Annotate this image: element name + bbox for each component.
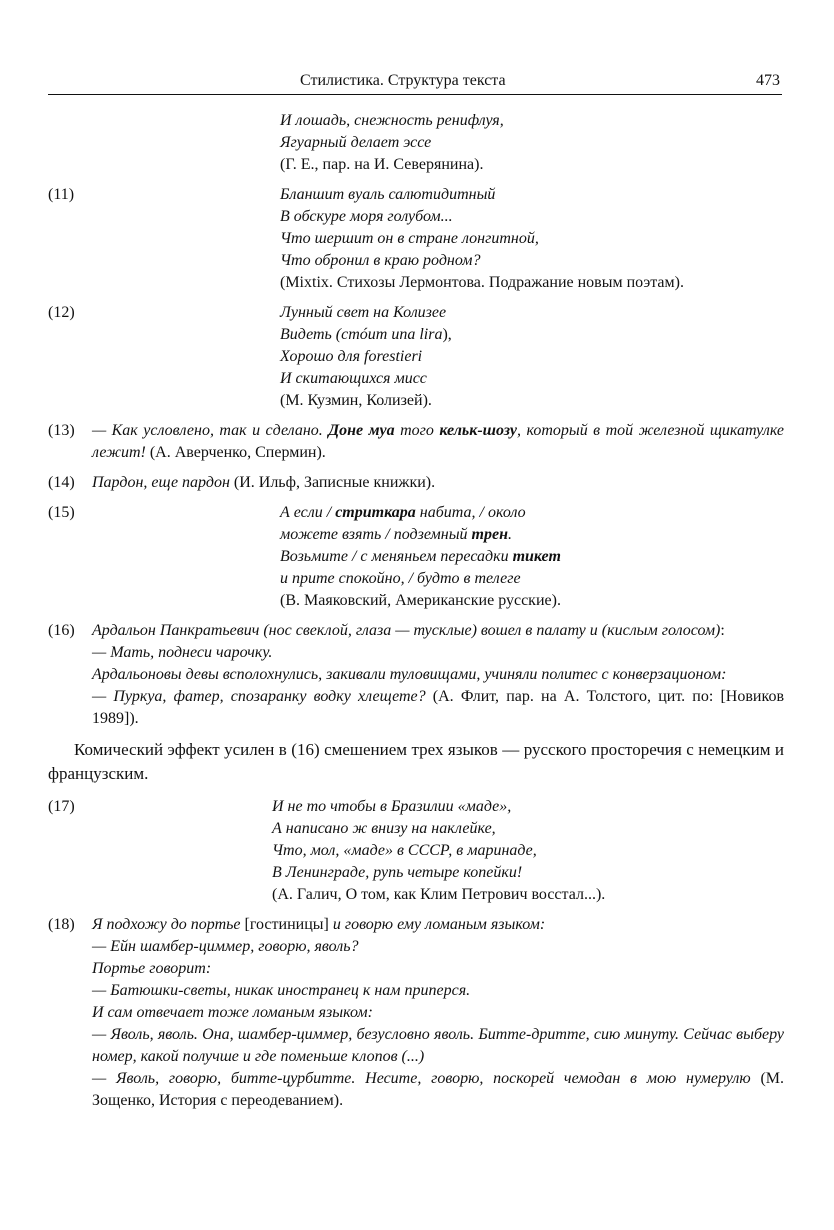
verse-fragment: набита, / около <box>415 504 526 521</box>
text-fragment: — Батюшки-светы, никак иностранец к нам приперся. <box>92 982 471 999</box>
prose-text <box>92 642 784 664</box>
example-16 <box>48 620 784 730</box>
text-fragment: — Пуркуа, фатер, спозаранку водку хлещете? <box>92 688 426 705</box>
prose-text <box>92 664 784 686</box>
text-fragment: Я подхожу до портье <box>92 916 245 933</box>
verse-line: Лунный свет на Колизее <box>280 304 447 321</box>
verse-line: В Ленинграде, рупь четыре копейки! <box>272 864 523 881</box>
verse-line: И скитающихся мисс <box>280 370 427 387</box>
highlight-word: стриткара <box>335 504 416 521</box>
verse-source: (В. Маяковский, Американские русские). <box>280 592 561 609</box>
verse-line: И не то чтобы в Бразилии «маде», <box>272 798 512 815</box>
text-fragment: И сам отвечает тоже ломаным языком: <box>92 1004 373 1021</box>
highlight-word: кельк-шозу <box>439 422 518 439</box>
text-fragment: — Ейн шамбер-циммер, говорю, яволь? <box>92 938 359 955</box>
verse-line: А написано ж внизу на наклейке, <box>272 820 496 837</box>
example-number: (13) <box>48 422 75 439</box>
text-fragment: — Яволь, яволь. Она, шамбер-циммер, безусловно яволь. Битте-дритте, сию минуту. Сейчас выберу номер, какой получше и где поменьше клопов (...) <box>92 1026 784 1065</box>
verse-line: и прите спокойно, / будто в телеге <box>280 570 521 587</box>
text-fragment: : <box>720 622 725 639</box>
prose-text <box>92 1068 784 1112</box>
verse-line: Бланшит вуаль салютидитный <box>280 186 496 203</box>
prose-example <box>92 914 784 1112</box>
prose-text <box>92 420 784 464</box>
prose-text <box>92 620 784 642</box>
text-fragment: того <box>394 422 440 439</box>
text-fragment: Ардальон Панкратьевич (нос свеклой, глаза — тусклые) вошел в палату и (кислым голосом) <box>92 622 721 639</box>
prose-text <box>92 936 784 958</box>
verse <box>280 302 784 412</box>
citation-source: (А. Аверченко, Спермин). <box>145 444 326 461</box>
verse <box>280 110 784 176</box>
running-title: Стилистика. Структура текста <box>300 72 506 89</box>
highlight-word: трен <box>471 526 508 543</box>
verse-line <box>280 546 784 568</box>
verse <box>272 796 784 906</box>
verse-fragment: ), <box>442 326 452 343</box>
text-fragment: Ардальоновы девы всполохнулись, закивали туловищами, учиняли политес с конверзационом: <box>92 666 727 683</box>
verse-line: Что обронил в краю родном? <box>280 252 481 269</box>
prose-example <box>92 472 784 494</box>
verse-line <box>280 524 784 546</box>
text-fragment: — Яволь, говорю, битте-цурбитте. Несите, говорю, поскорей чемодан в мою нумерулю <box>92 1070 751 1087</box>
verse-line: В обскуре моря голубом... <box>280 208 453 225</box>
example-13 <box>48 420 784 464</box>
text-fragment: , который в той железной щикатулке лежит! <box>92 422 785 461</box>
running-header <box>48 66 782 95</box>
citation-source: (А. Флит, пар. на А. Толстого, цит. по: [Новиков 1989]). <box>92 688 784 727</box>
prose-example <box>92 620 784 730</box>
prose-text <box>92 1002 784 1024</box>
verse-source: (М. Кузмин, Колизей). <box>280 392 432 409</box>
example-15 <box>48 502 784 612</box>
verse-source: (А. Галич, О том, как Клим Петрович восстал...). <box>272 886 606 903</box>
verse-fragment: стóит una lira <box>341 326 443 343</box>
text-fragment: — Мать, поднеси чарочку. <box>92 644 273 661</box>
verse <box>280 184 784 294</box>
verse-fragment: Возьмите / с меняньем пересадки <box>280 548 513 565</box>
verse-line: Что шершит он в стране лонгитной, <box>280 230 539 247</box>
highlight-word: тикет <box>512 548 561 565</box>
example-10-continuation <box>48 110 784 176</box>
prose-text <box>92 472 784 494</box>
verse-fragment: . <box>507 526 512 543</box>
verse <box>280 502 784 612</box>
text-fragment: — Как условлено, так и сделано. <box>92 422 329 439</box>
body-paragraph: Комический эффект усилен в (16) смешением трех языков — русского просторечия с немецким и французским. <box>48 740 784 783</box>
text-fragment: [гостиницы] <box>244 916 329 933</box>
example-14 <box>48 472 784 494</box>
highlight-word: Доне муа <box>328 422 395 439</box>
verse-source: (Г. Е., пар. на И. Северянина). <box>280 156 484 173</box>
example-18 <box>48 914 784 1112</box>
verse-source: (Mixtix. Стихозы Лермонтова. Подражание новым поэтам). <box>280 274 684 291</box>
verse-fragment: можете взять / подземный <box>280 526 472 543</box>
verse-line: Что, мол, «маде» в СССР, в маринаде, <box>272 842 537 859</box>
example-number: (18) <box>48 916 75 933</box>
verse-line: И лошадь, снежность ренифлуя, <box>280 112 504 129</box>
prose-text <box>92 958 784 980</box>
example-number: (14) <box>48 474 75 491</box>
example-11 <box>48 184 784 294</box>
text-fragment: Пардон, еще пардон <box>92 474 230 491</box>
verse-line: Хорошо для forestieri <box>280 348 423 365</box>
citation-source: (И. Ильф, Записные книжки). <box>229 474 436 491</box>
example-number: (11) <box>48 186 75 203</box>
text-fragment: Портье говорит: <box>92 960 212 977</box>
example-12 <box>48 302 784 412</box>
prose-text <box>92 980 784 1002</box>
text-fragment: и говорю ему ломаным языком: <box>328 916 546 933</box>
example-number: (12) <box>48 304 75 321</box>
prose-example <box>92 420 784 464</box>
example-number: (15) <box>48 504 75 521</box>
citation-source: (М. Зощенко, История с переодеванием). <box>92 1070 784 1109</box>
example-number: (17) <box>48 798 75 815</box>
verse-fragment: Видеть ( <box>280 326 342 343</box>
prose-text <box>92 686 784 730</box>
example-number: (16) <box>48 622 75 639</box>
prose-text <box>92 914 784 936</box>
page-content <box>48 110 784 1120</box>
verse-line <box>280 502 784 524</box>
example-17 <box>48 796 784 906</box>
verse-fragment: А если / <box>280 504 336 521</box>
page-number: 473 <box>756 72 780 89</box>
verse-line: Ягуарный делает эссе <box>280 134 432 151</box>
verse-line <box>280 324 784 346</box>
prose-text <box>92 1024 784 1068</box>
